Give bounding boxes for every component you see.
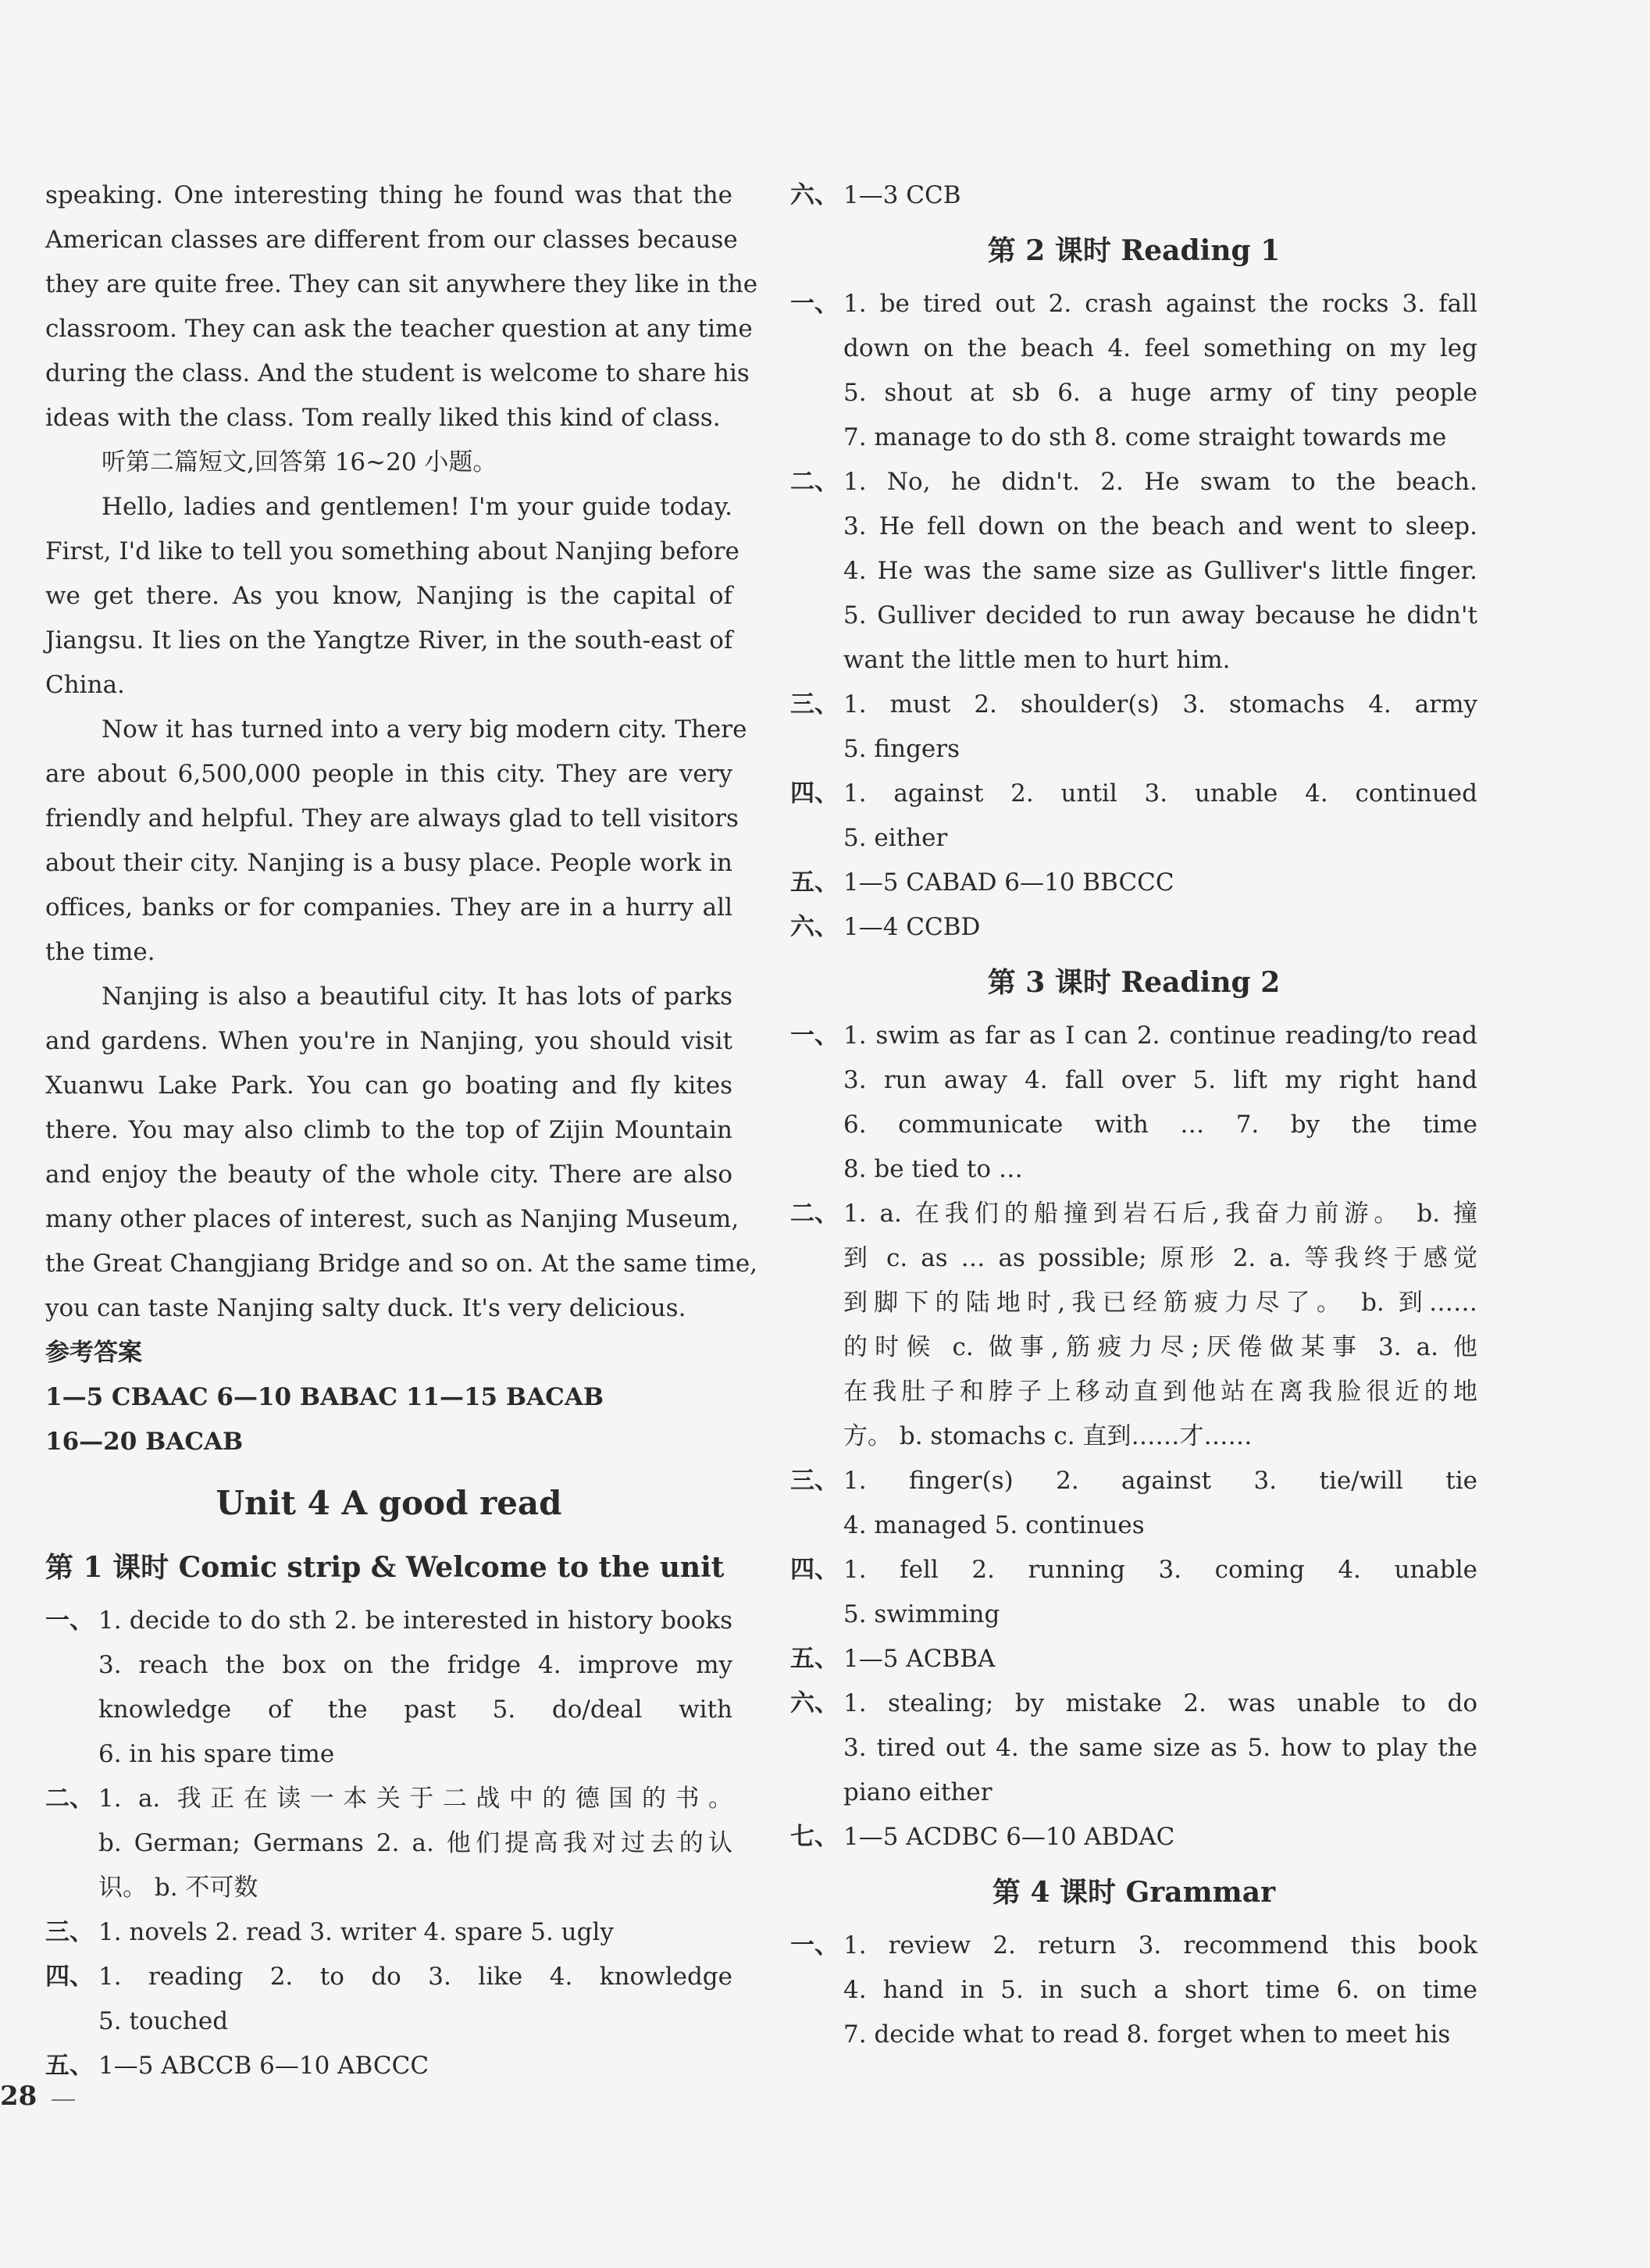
exercise-body: [843, 1924, 1477, 2057]
exercise-body: [98, 1599, 732, 1777]
exercise-line: 1—5 CABAD 6—10 BBCCC: [843, 868, 1174, 897]
exercise-body: [843, 173, 1477, 218]
passage2-para3-line: the Great Changjiang Bridge and so on. At the same time,: [45, 1250, 758, 1278]
exercise-label: 四、: [45, 1963, 94, 1991]
exercise-label: 一、: [790, 1931, 839, 1960]
exercise-line: 1. reading 2. to do 3. like 4. knowledge: [98, 1963, 732, 1991]
exercise-line: 1—5 ACBBA: [843, 1645, 996, 1673]
exercise-line: 4. managed 5. continues: [843, 1511, 1145, 1539]
exercise-line: 到脚下的陆地时,我已经筋疲力尽了。 b. 到……: [843, 1289, 1477, 1317]
exercise-line: 8. be tied to …: [843, 1155, 1023, 1183]
passage2-para3-line: Xuanwu Lake Park. You can go boating and fly kites: [45, 1072, 732, 1100]
exercise-line: 3. He fell down on the beach and went to sleep.: [843, 512, 1477, 540]
exercise-line: 1—3 CCB: [843, 181, 961, 209]
passage1-line: ideas with the class. Tom really liked this kind of class.: [45, 404, 721, 432]
lesson1-exercise: [45, 1955, 732, 2044]
exercise-line: 1. No, he didn't. 2. He swam to the beach.: [843, 468, 1477, 496]
exercise-label: 一、: [790, 1022, 839, 1050]
exercise-line: 5. touched: [98, 2007, 229, 2035]
lesson3-exercise: [790, 1681, 1477, 1815]
lesson-title: 第 1 课时 Comic strip & Welcome to the unit: [45, 1551, 725, 1584]
passage1-line: they are quite free. They can sit anywhere they like in the: [45, 270, 758, 298]
passage2-para1-line: China.: [45, 671, 125, 699]
exercise-line: 1. decide to do sth 2. be interested in history books: [98, 1606, 732, 1635]
exercise-line: 识。 b. 不可数: [98, 1874, 258, 1902]
exercise-body: [843, 1815, 1477, 1860]
lesson2-exercise: [790, 772, 1477, 861]
lesson2-exercise: [790, 683, 1477, 772]
answers-line: 16—20 BACAB: [45, 1428, 244, 1456]
passage2-para1-line: Hello, ladies and gentlemen! I'm your guide today.: [102, 493, 732, 521]
lesson2-exercise: [790, 861, 1477, 905]
exercise-line: 1. novels 2. read 3. writer 4. spare 5. ugly: [98, 1918, 614, 1946]
exercise-line: 1—5 ACDBC 6—10 ABDAC: [843, 1823, 1175, 1851]
exercise-body: [843, 282, 1477, 460]
exercise-line: 到 c. as … as possible; 原形 2. a. 等我终于感觉: [843, 1244, 1477, 1272]
passage1-line: classroom. They can ask the teacher question at any time: [45, 315, 753, 343]
passage2-para2-line: Now it has turned into a very big modern city. There: [102, 715, 747, 744]
exercise-line: want the little men to hurt him.: [843, 646, 1231, 674]
lesson3-exercise: [790, 1014, 1477, 1192]
exercise-line: piano either: [843, 1778, 992, 1806]
exercise-label: 六、: [790, 181, 839, 209]
left-column: [45, 173, 758, 2088]
exercise-line: 1. a. 在我们的船撞到岩石后,我奋力前游。 b. 撞: [843, 1200, 1477, 1228]
exercise-line: 4. hand in 5. in such a short time 6. on time: [843, 1976, 1477, 2004]
exercise-line: 5. swimming: [843, 1600, 1000, 1628]
lesson1-exercise: [45, 1910, 732, 1955]
right-column: [790, 173, 1477, 2057]
exercise-label: 三、: [790, 1467, 839, 1495]
lesson-title: 第 3 课时 Reading 2: [987, 966, 1281, 999]
exercise-label: 三、: [45, 1918, 94, 1946]
lesson3-exercise: [790, 1192, 1477, 1459]
page-number: 28: [0, 2081, 37, 2112]
passage1-line: during the class. And the student is welcome to share his: [45, 359, 750, 387]
lesson3-exercise: [790, 1637, 1477, 1681]
passage2-para2-line: friendly and helpful. They are always glad to tell visitors: [45, 804, 739, 833]
lesson2-exercise: [790, 282, 1477, 460]
lesson2-exercise: [790, 460, 1477, 683]
exercise-body: [843, 1637, 1477, 1681]
page-number-rule: [52, 2099, 75, 2101]
lesson3-exercise: [790, 1548, 1477, 1637]
passage2-para2-line: about their city. Nanjing is a busy place. People work in: [45, 849, 732, 877]
lesson1-tail-exercise: [790, 173, 1477, 218]
exercise-line: knowledge of the past 5. do/deal with: [98, 1696, 732, 1724]
exercise-body: [98, 1777, 732, 1910]
exercise-line: 3. reach the box on the fridge 4. improve my: [98, 1651, 732, 1679]
passage2-para1-line: First, I'd like to tell you something about Nanjing before: [45, 537, 739, 565]
exercise-body: [843, 460, 1477, 683]
exercise-line: 1. review 2. return 3. recommend this book: [843, 1931, 1477, 1960]
answers-heading: 参考答案: [45, 1339, 142, 1367]
exercise-line: 7. decide what to read 8. forget when to meet his: [843, 2020, 1451, 2049]
exercise-line: 5. Gulliver decided to run away because he didn't: [843, 601, 1477, 629]
exercise-label: 七、: [790, 1823, 839, 1851]
passage1-line: speaking. One interesting thing he found was that the: [45, 181, 732, 209]
exercise-label: 二、: [45, 1785, 94, 1813]
exercise-label: 五、: [790, 868, 839, 897]
passage2-para3-line: there. You may also climb to the top of Zijin Mountain: [45, 1116, 732, 1144]
lesson1-exercise: [45, 1599, 732, 1777]
exercise-label: 四、: [790, 779, 839, 808]
passage2-para1-line: Jiangsu. It lies on the Yangtze River, in the south-east of: [45, 626, 733, 654]
exercise-line: 1. a. 我正在读一本关于二战中的德国的书。: [98, 1785, 732, 1813]
exercise-label: 四、: [790, 1556, 839, 1584]
passage2-para3-line: you can taste Nanjing salty duck. It's very delicious.: [45, 1294, 686, 1322]
passage2-para2-line: the time.: [45, 938, 155, 966]
exercise-line: 在我肚子和脖子上移动直到他站在离我脸很近的地: [843, 1378, 1477, 1406]
passage2-para3-line: many other places of interest, such as Nanjing Museum,: [45, 1205, 739, 1233]
exercise-label: 三、: [790, 690, 839, 719]
exercise-line: 1. must 2. shoulder(s) 3. stomachs 4. army: [843, 690, 1477, 719]
exercise-body: [843, 861, 1477, 905]
lesson4-exercise: [790, 1924, 1477, 2057]
passage2-para2-line: offices, banks or for companies. They are in a hurry all: [45, 893, 732, 922]
exercise-line: 方。 b. stomachs c. 直到……才……: [843, 1422, 1253, 1450]
exercise-line: 1—4 CCBD: [843, 913, 981, 941]
passage2-para3-line: and enjoy the beauty of the whole city. There are also: [45, 1161, 732, 1189]
passage1-line: American classes are different from our classes because: [45, 226, 738, 254]
lesson3-exercise: [790, 1815, 1477, 1860]
exercise-line: 1. fell 2. running 3. coming 4. unable: [843, 1556, 1477, 1584]
lesson-title: 第 4 课时 Grammar: [992, 1876, 1276, 1909]
lesson1-exercise: [45, 1777, 732, 1910]
exercise-line: 3. run away 4. fall over 5. lift my right hand: [843, 1066, 1477, 1094]
lesson-title: 第 2 课时 Reading 1: [987, 234, 1281, 267]
exercise-line: 1. against 2. until 3. unable 4. continued: [843, 779, 1477, 808]
exercise-line: down on the beach 4. feel something on my leg: [843, 334, 1477, 362]
exercise-label: 一、: [45, 1606, 94, 1635]
exercise-body: [843, 1192, 1477, 1459]
exercise-line: 1. finger(s) 2. against 3. tie/will tie: [843, 1467, 1477, 1495]
exercise-body: [843, 1459, 1477, 1548]
exercise-line: 3. tired out 4. the same size as 5. how to play the: [843, 1734, 1477, 1762]
exercise-line: 1. swim as far as I can 2. continue reading/to read: [843, 1022, 1477, 1050]
exercise-label: 五、: [45, 2052, 94, 2080]
exercise-line: b. German; Germans 2. a. 他们提高我对过去的认: [98, 1829, 732, 1857]
lesson1-exercise: [45, 2044, 732, 2088]
exercise-body: [98, 2044, 732, 2088]
passage2-para2-line: are about 6,500,000 people in this city. They are very: [45, 760, 732, 788]
exercise-label: 六、: [790, 1689, 839, 1717]
listening-instruction: 听第二篇短文,回答第 16~20 小题。: [102, 448, 497, 476]
exercise-line: 5. fingers: [843, 735, 960, 763]
lesson2-exercise: [790, 905, 1477, 950]
exercise-label: 二、: [790, 1200, 839, 1228]
exercise-line: 1. be tired out 2. crash against the rocks 3. fall: [843, 290, 1477, 318]
exercise-body: [843, 1548, 1477, 1637]
exercise-body: [98, 1955, 732, 2044]
passage2-para1-line: we get there. As you know, Nanjing is the capital of: [45, 582, 732, 610]
lesson3-exercise: [790, 1459, 1477, 1548]
exercise-body: [843, 683, 1477, 772]
exercise-label: 二、: [790, 468, 839, 496]
exercise-body: [843, 772, 1477, 861]
exercise-body: [843, 1681, 1477, 1815]
passage2-para3-line: Nanjing is also a beautiful city. It has lots of parks: [102, 982, 732, 1011]
exercise-line: 5. shout at sb 6. a huge army of tiny people: [843, 379, 1477, 407]
exercise-line: 6. communicate with … 7. by the time: [843, 1111, 1477, 1139]
exercise-body: [98, 1910, 732, 1955]
exercise-body: [843, 1014, 1477, 1192]
exercise-line: 1. stealing; by mistake 2. was unable to do: [843, 1689, 1477, 1717]
exercise-line: 1—5 ABCCB 6—10 ABCCC: [98, 2052, 429, 2080]
answers-line: 1—5 CBAAC 6—10 BABAC 11—15 BACAB: [45, 1383, 604, 1411]
exercise-line: 7. manage to do sth 8. come straight towards me: [843, 423, 1447, 451]
exercise-line: 的时候 c. 做事,筋疲力尽;厌倦做某事 3. a. 他: [843, 1333, 1477, 1361]
exercise-label: 一、: [790, 290, 839, 318]
exercise-label: 六、: [790, 913, 839, 941]
exercise-body: [843, 905, 1477, 950]
passage2-para3-line: and gardens. When you're in Nanjing, you should visit: [45, 1027, 732, 1055]
exercise-label: 五、: [790, 1645, 839, 1673]
unit-title: Unit 4 A good read: [216, 1484, 562, 1522]
exercise-line: 4. He was the same size as Gulliver's little finger.: [843, 557, 1477, 585]
exercise-line: 5. either: [843, 824, 948, 852]
exercise-line: 6. in his spare time: [98, 1740, 335, 1768]
